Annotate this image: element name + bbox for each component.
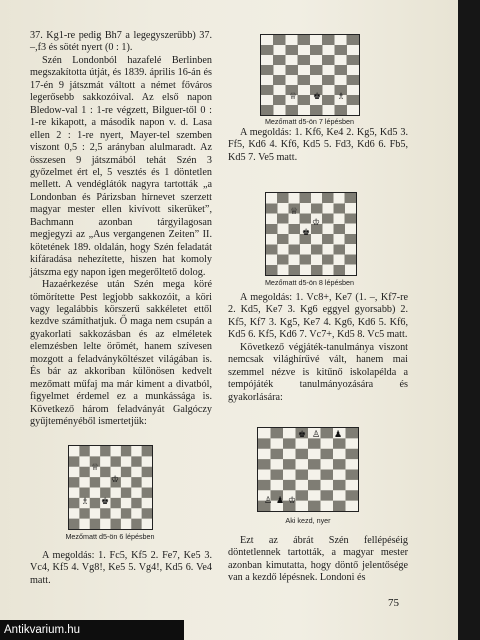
white-bishop-icon: ♗ bbox=[81, 497, 90, 507]
right-bottom-text bbox=[228, 535, 408, 585]
white-queen-icon: ♕ bbox=[289, 92, 298, 102]
paragraph: Következő végjáték-tanulmánya viszont nemcsak világhírűvé vált, hanem mai szemmel nézve is kitűnő iskolapélda a tempójáték tanulmányozására és gyakorlására: bbox=[228, 341, 408, 403]
white-king-icon: ♔ bbox=[111, 475, 120, 485]
diagram-caption: Aki kezd, nyer bbox=[285, 516, 331, 525]
black-pawn-icon: ♟ bbox=[334, 430, 343, 440]
white-queen-icon: ♕ bbox=[290, 207, 299, 217]
paragraph: Hazaérkezése után Szén mega köré tömörítette Pest legjobb sakkozóit, a köri vagy legalábbis körszerű sakkéletet ettől kezdve számíthatjuk. Ő maga nem csupán a gyakorlati sakkozásban és az elméletek elemzésben lelte örömét, hanem szívesen mozgott a feladványköltészet világában is. És bár az akkoriban különösen kedvelt mezőmatt műfaj ma már kiment a divatból, figyelmet érdemel ez a munkássága is. Következő három feladványát Galgóczy gyűjteményéből ismertetjük: bbox=[30, 279, 212, 428]
white-queen-icon: ♕ bbox=[91, 463, 100, 473]
white-king-icon: ♔ bbox=[312, 218, 321, 228]
white-pawn-icon: ♙ bbox=[264, 496, 273, 506]
white-pawn-icon: ♙ bbox=[312, 430, 321, 440]
chess-diagram-3 bbox=[265, 192, 357, 276]
diagram-caption: Mezőmatt d5-ön 6 lépésben bbox=[65, 532, 155, 541]
watermark: Antikvarium.hu bbox=[0, 620, 184, 640]
left-solution bbox=[30, 550, 212, 587]
chess-diagram-1 bbox=[68, 445, 153, 530]
right-column bbox=[228, 127, 408, 164]
paragraph: Ezt az ábrát Szén fellépéséig döntetlennek tartották, a magyar mester azonban kimutatta, hogy döntő jelentősége van a kezdő lépésnek. Londoni és bbox=[228, 535, 408, 584]
paragraph: A megoldás: 1. Vc8+, Ke7 (1. –, Kf7-re 2. Kd5, Ke7 3. Kg6 eggyel gyorsabb) 2. Kf5, Kf7 3. Kg5, Ke7 4. Kg6, Kd6 5. Kf6, Kd5 6. Kf5, Kd6 7. Vc7+, Kd5 8. Vc5 matt. bbox=[228, 292, 408, 341]
black-king-icon: ♚ bbox=[302, 228, 311, 238]
chess-diagram-4 bbox=[257, 427, 359, 512]
paragraph: A megoldás: 1. Fc5, Kf5 2. Fe7, Ke5 3. Vc4, Kf5 4. Vg8!, Ke5 5. Vg4!, Kd5 6. Ve4 matt. bbox=[30, 550, 212, 586]
black-king-icon: ♚ bbox=[313, 92, 322, 102]
black-king-icon: ♚ bbox=[298, 430, 307, 440]
paragraph: Szén Londonból hazafelé Berlinben megszakította útját, és 1839. április 16-án és 17-én 9 játszmát váltott a német főváros legerősebb sakkozóival. Az első napon Bledow-val 1 : 1-re végzett, Bilguer-től 0 : 1-re kikapott, a második napon v. d. Lasa ellen 2 : 1-re nyert, Mayer-tel szemben viszont 0,5 : 2,5 arányban alulmaradt. Az összesen 9 játszmából tehát Szén 3 győzelmet ért el, 5 vesztés és 1 döntetlen mellett. A vendéglátók nagyra tartották „a Londonban és Párizsban hírnevet szerzett magyar mester ellen kivívott sikerüket”, Bachmann azonban tárgyilagosan megjegyzi az „Aus vergangenen Zeiten” II. kötetének 189. oldalán, hogy Szén feladatát kifáradása nehezítette, hiszen hat komoly játszma egy napon igen megerőltető dolog. bbox=[30, 54, 212, 278]
paragraph: A megoldás: 1. Kf6, Ke4 2. Kg5, Kd5 3. Ff5, Kd6 4. Kf6, Kd5 5. Fd3, Kd6 6. Fb5, Kd5 7. Ve5 matt. bbox=[228, 127, 408, 163]
black-pawn-icon: ♟ bbox=[276, 496, 285, 506]
black-king-icon: ♚ bbox=[101, 497, 110, 507]
diagram-caption: Mezőmatt d5-ön 8 lépésben bbox=[264, 278, 355, 287]
right-column-continued bbox=[228, 292, 408, 404]
chess-diagram-2 bbox=[260, 34, 360, 116]
white-bishop-icon: ♗ bbox=[337, 92, 346, 102]
paragraph: 37. Kg1-re pedig Bh7 a legegyszerűbb) 37. –,f3 és sötét nyert (0 : 1). bbox=[30, 30, 212, 54]
page-number: 75 bbox=[388, 597, 399, 609]
diagram-caption: Mezőmatt d5-ön 7 lépésben bbox=[264, 117, 355, 126]
white-king-icon: ♔ bbox=[288, 496, 297, 506]
left-column bbox=[30, 30, 212, 429]
